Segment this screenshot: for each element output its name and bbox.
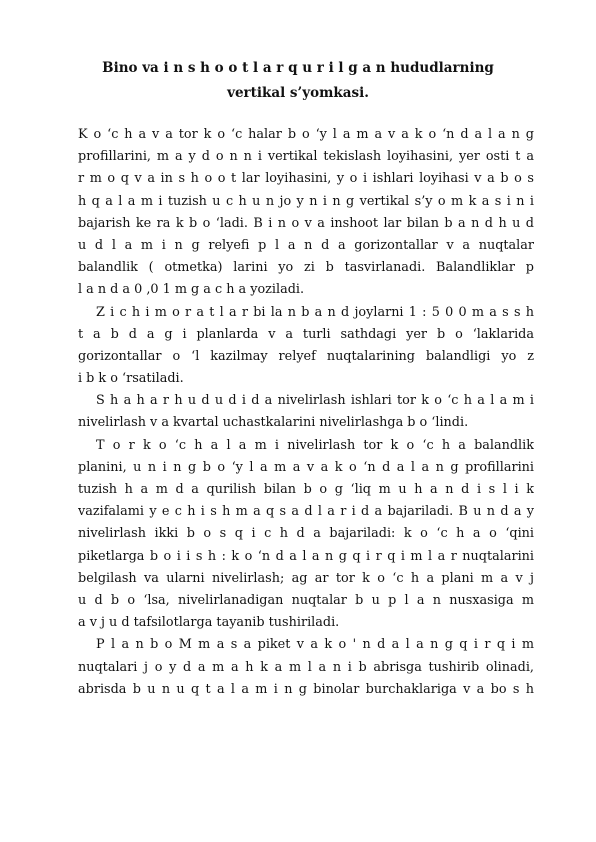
- document-body: [78, 124, 534, 701]
- body-line: abrisda b u n u q t a l a m i n g binolar burchaklariga v a bo s h: [78, 681, 534, 697]
- body-line: r m o q v a in s h o o t lar loyihasini, y o i ishlari loyihasi v a b o s: [78, 171, 534, 187]
- body-line: planini, u n i n g b o ‘y l a m a v a k o ‘n d a l a n g profillarini: [78, 459, 534, 475]
- body-line: nivelirlash ikki b o s q i c h d a bajariladi: k o ‘c h a o ‘qini: [78, 526, 534, 542]
- body-line: gorizontallar o ‘l kazilmay relyef nuqtalarining balandligi yo z: [78, 348, 534, 364]
- body-line: i b k o ‘rsatiladi.: [78, 371, 184, 387]
- body-line: nuqtalari j o y d a m a h k a m l a n i b abrisga tushirib olinadi,: [78, 659, 534, 675]
- title-line-1: Bino va i n s h o o t l a r q u r i l g a n hududlarning: [102, 60, 494, 76]
- body-line: K o ‘c h a v a tor k o ‘c halar b o ‘y l a m a v a k o ‘n d a l a n g: [78, 127, 534, 142]
- body-line: piketlarga b o i i s h : k o ‘n d a l a n g q i r q i m l a r nuqtalarini: [78, 548, 534, 564]
- body-line: P l a n b o M m a s a piket v a k o ' n d a l a n g q i r q i m: [96, 637, 534, 653]
- body-line: tuzish h a m d a qurilish bilan b o g ‘liq m u h a n d i s l i k: [78, 482, 534, 497]
- body-line: u d b o ‘lsa, nivelirlanadigan nuqtalar b u p l a n nusxasiga m: [78, 592, 534, 608]
- body-line: Z i c h i m o r a t l a r bi la n b a n d joylarni 1 : 5 0 0 m a s s h: [96, 304, 534, 320]
- body-line: a v j u d tafsilotlarga tayanib tushiriladi.: [78, 615, 340, 631]
- body-line: nivelirlash v a kvartal uchastkalarini nivelirlashga b o ‘lindi.: [78, 415, 469, 431]
- document-title: [60, 56, 536, 106]
- body-line: vazifalami y e c h i s h m a q s a d l a r i d a bajariladi. B u n d a y: [78, 504, 534, 520]
- body-line: T o r k o ‘c h a l a m i nivelirlash tor k o ‘c h a balandlik: [96, 437, 534, 453]
- body-line: belgilash va ularni nivelirlash; ag ar tor k o ‘c h a plani m a v j: [78, 570, 534, 586]
- body-line: bajarish ke ra k b o ‘ladi. B i n o v a inshoot lar bilan b a n d h u d: [78, 215, 534, 231]
- title-line-2: vertikal s’yomkasi.: [227, 85, 369, 101]
- body-line: l a n d a 0 ,0 1 m g a c h a yoziladi.: [78, 282, 305, 298]
- body-line: profillarini, m a y d o n n i vertikal tekislash loyihasini, yer osti t a: [78, 149, 534, 165]
- body-line: t a b d a g i planlarda v a turli sathdagi yer b o ‘laklarida: [78, 326, 534, 342]
- body-line: balandlik ( otmetka) larini yo zi b tasvirlanadi. Balandliklar p: [78, 260, 534, 276]
- body-line: u d l a m i n g relyefi p l a n d a gorizontallar v a nuqtalar: [78, 237, 534, 253]
- body-line: S h a h a r h u d u d i d a nivelirlash ishlari tor k o ‘c h a l a m i: [96, 393, 534, 409]
- body-line: h q a l a m i tuzish u c h u n jo y n i n g vertikal s’y o m k a s i n i: [78, 193, 534, 209]
